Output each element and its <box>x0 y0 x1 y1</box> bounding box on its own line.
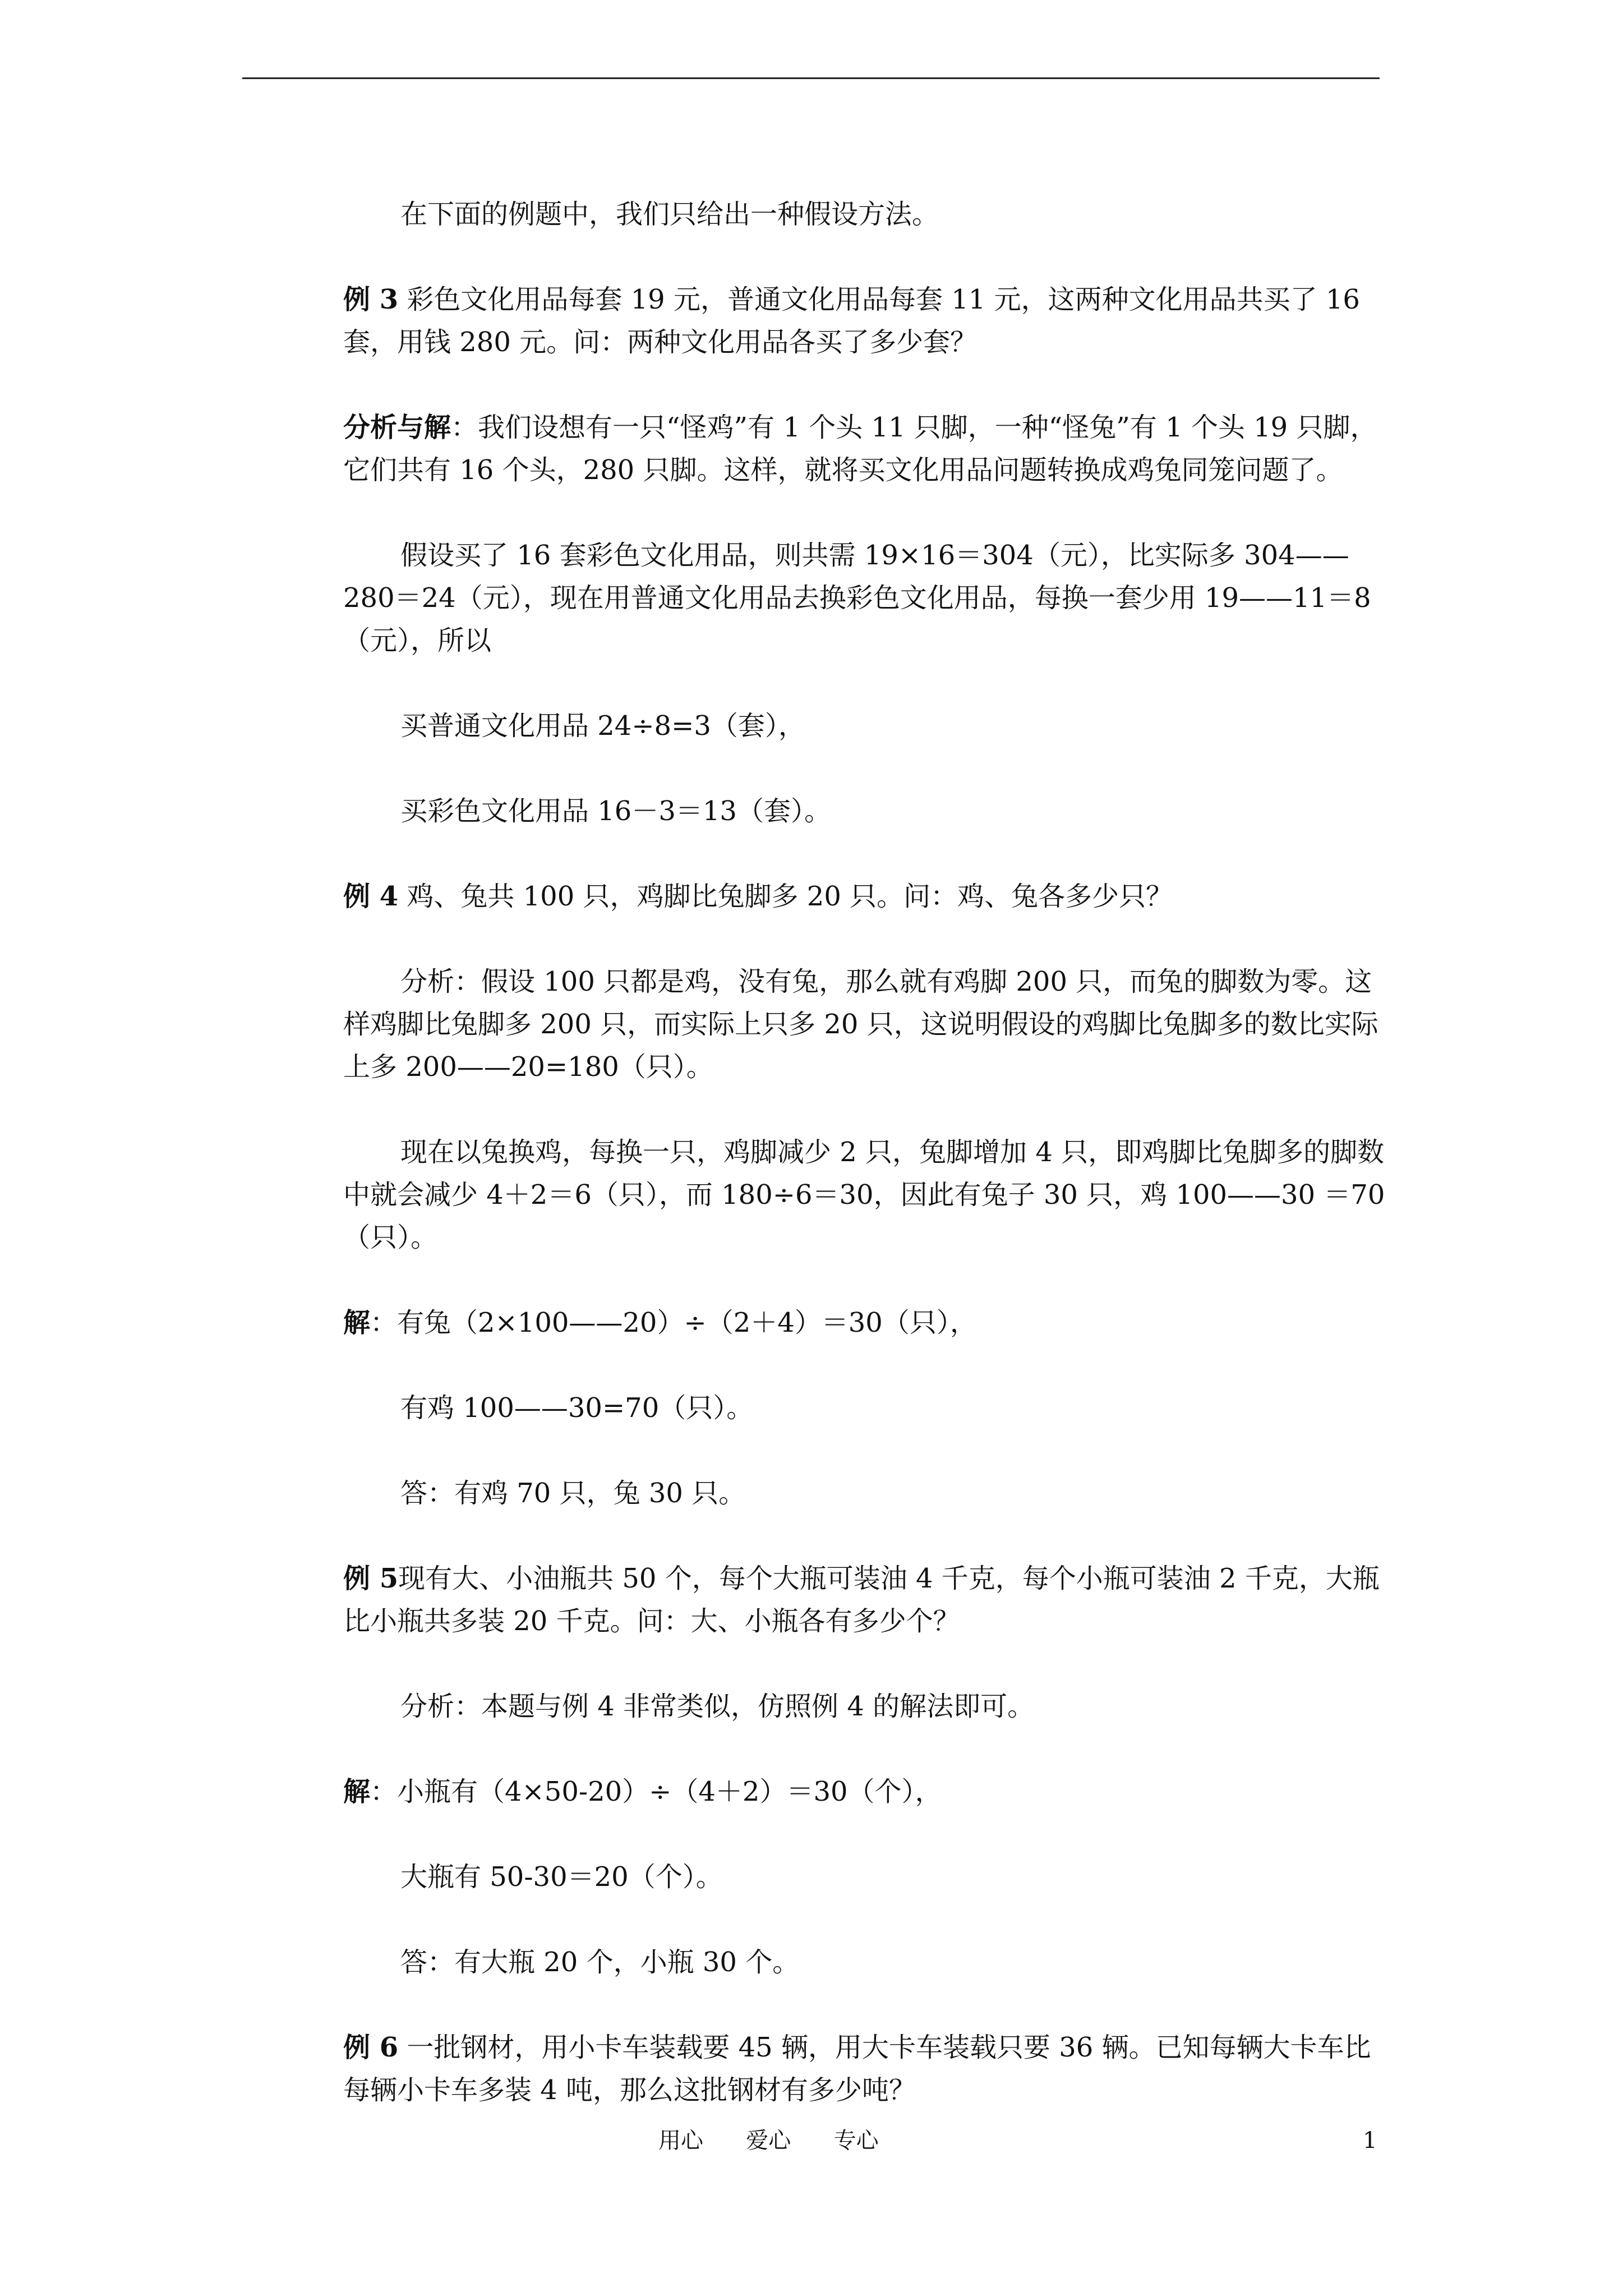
example-6 <box>343 2026 1386 2111</box>
example-6-text: 一批钢材，用小卡车装载要 45 辆，用大卡车装载只要 36 辆。已知每辆大卡车比每辆小卡车多装 4 吨，那么这批钢材有多少吨？ <box>343 2032 1371 2106</box>
assumption-paragraph: 假设买了 16 套彩色文化用品，则共需 19×16＝304（元），比实际多 304——280＝24（元），现在用普通文化用品去换彩色文化用品，每换一套少用 19——11＝8（元），所以 <box>343 540 1371 656</box>
analysis-3-label: 分析与解 <box>343 412 451 443</box>
solution-4-label: 解 <box>343 1307 371 1338</box>
solution-4 <box>343 1301 1386 1344</box>
intro-paragraph: 在下面的例题中，我们只给出一种假设方法。 <box>400 199 939 230</box>
solution-5-big: 大瓶有 50-30＝20（个）。 <box>400 1861 723 1893</box>
solution-5-text: ：小瓶有（4×50-20）÷（4＋2）＝30（个）， <box>370 1776 942 1807</box>
example-3-label: 例 3 <box>343 284 399 315</box>
example-4 <box>343 875 1386 918</box>
example-4-text: 鸡、兔共 100 只，鸡脚比兔脚多 20 只。问：鸡、兔各多少只？ <box>398 881 1173 912</box>
solution-4-text: ：有兔（2×100——20）÷（2＋4）＝30（只）， <box>370 1307 977 1338</box>
example-4-label: 例 4 <box>343 881 399 912</box>
page-number: 1 <box>1363 2128 1377 2154</box>
answer-5: 答：有大瓶 20 个，小瓶 30 个。 <box>400 1947 800 1978</box>
example-5-text: 现有大、小油瓶共 50 个，每个大瓶可装油 4 千克，每个小瓶可装油 2 千克，大瓶比小瓶共多装 20 千克。问：大、小瓶各有多少个？ <box>343 1563 1380 1637</box>
example-3 <box>343 278 1386 364</box>
example-5-label: 例 5 <box>343 1563 399 1594</box>
analysis-3 <box>343 406 1386 491</box>
solution-5 <box>343 1770 1386 1813</box>
header-rule <box>242 77 1380 79</box>
solution-5-label: 解 <box>343 1776 371 1807</box>
example-5 <box>343 1557 1386 1642</box>
replace-paragraph: 现在以兔换鸡，每换一只，鸡脚减少 2 只，兔脚增加 4 只，即鸡脚比兔脚多的脚数中就会减少 4＋2＝6（只），而 180÷6＝30，因此有兔子 30 只，鸡 100——30 ＝70（只）。 <box>343 1137 1385 1253</box>
buy-color-line: 买彩色文化用品 16－3＝13（套）。 <box>400 795 831 827</box>
solution-4-chicken: 有鸡 100——30=70（只）。 <box>400 1392 754 1424</box>
buy-normal-line: 买普通文化用品 24÷8=3（套）， <box>400 710 805 742</box>
answer-4: 答：有鸡 70 只，兔 30 只。 <box>400 1478 746 1509</box>
footer-motto: 用心 爱心 专心 <box>658 2128 879 2154</box>
page-footer <box>0 2124 1623 2157</box>
example-3-text: 彩色文化用品每套 19 元，普通文化用品每套 11 元，这两种文化用品共买了 16 套，用钱 280 元。问：两种文化用品各买了多少套？ <box>343 284 1360 358</box>
page-body <box>343 193 1386 2111</box>
analysis-4: 分析：假设 100 只都是鸡，没有兔，那么就有鸡脚 200 只，而兔的脚数为零。这样鸡脚比兔脚多 200 只，而实际上只多 20 只，这说明假设的鸡脚比兔脚多的数比实际上多 200——20=180（只）。 <box>343 966 1378 1083</box>
analysis-5: 分析：本题与例 4 非常类似，仿照例 4 的解法即可。 <box>400 1691 1035 1722</box>
analysis-3-text: ：我们设想有一只“怪鸡”有 1 个头 11 只脚，一种“怪兔”有 1 个头 19 只脚，它们共有 16 个头，280 只脚。这样，就将买文化用品问题转换成鸡兔同笼问题了。 <box>343 412 1377 486</box>
example-6-label: 例 6 <box>343 2032 399 2063</box>
